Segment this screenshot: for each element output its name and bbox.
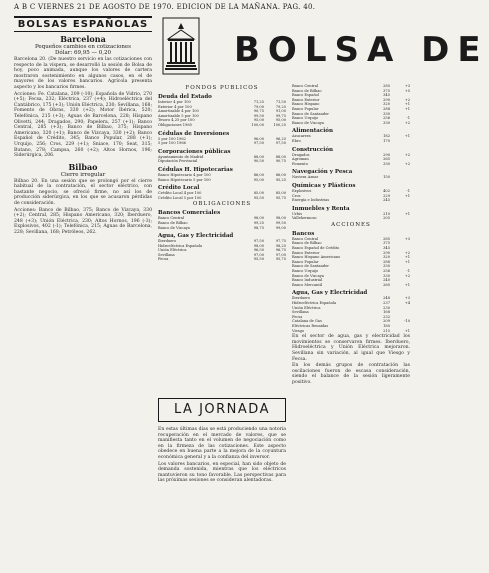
quote-value: 285: [383, 84, 390, 88]
quote-value: 230: [383, 305, 390, 310]
quote-name: Banco Hipotecario 5 por 100: [158, 177, 211, 182]
quote-name: Banco de Bilbao: [158, 220, 188, 225]
article-paragraph: Los valores bancarios, en especial, han sido objeto de demanda sostenida, mientras que los eléctricos mantuvieron su tono favorable. Las perspectivas para las próximas sesiones se consideran alentadoras.: [158, 461, 286, 484]
quote-value: 232: [383, 314, 390, 319]
article-paragraph: En estas últimas días se está produciendo una notoria recuperación en el mercado de valores, que se manifiesta tanto en el volumen de negociación como en la firmeza de las cotizaciones. Este aspecto obedece en buena parte a la mejora de la coyuntura económica general y a la confianza del inversor.: [158, 427, 286, 460]
quote-value: 90,75: [275, 159, 286, 164]
quote-value: 96,00: [253, 136, 264, 141]
quote-value: 248: [383, 296, 390, 301]
quote-row: [158, 226, 286, 231]
city-heading-bilbao: Bilbao: [68, 161, 98, 172]
quote-row: [292, 329, 410, 334]
quote-value: +1: [404, 211, 410, 216]
article-paragraph: Barcelona 20. (De nuestro servicio en las cotizaciones con respecto de la víspera, se desarrolló la sesión de Bolsa de hoy, poco animada, aunque los valores de cartera mostraron sostenimiento en algunos casos, en el de mayores de los valores bancarios. Agrícola presenta aspecto y los bancarios firmes.: [14, 57, 152, 90]
quote-value: -1: [406, 116, 410, 121]
column-heading: OBLIGACIONES: [192, 201, 252, 208]
quote-value: 209: [383, 319, 390, 324]
masthead-title: BOLSA DE: [234, 30, 489, 70]
quote-row: [158, 141, 286, 146]
quote-value: 330: [383, 273, 390, 278]
quote-name: Obligaciones 1965: [158, 122, 192, 127]
quote-value: 91,00: [275, 109, 286, 114]
quote-name: Viesgo: [292, 328, 305, 333]
quote-name: Crédito Local 5 por 100: [158, 195, 202, 200]
quote-value: 79,25: [275, 104, 286, 109]
quote-value: 330: [383, 111, 390, 116]
quote-value: 95,25: [275, 177, 286, 182]
barcelona-subtitle: Pequeños cambios en cotizaciones: [34, 44, 132, 50]
quote-value: +1: [404, 328, 410, 333]
quote-row: [292, 121, 410, 126]
quote-value: 98,00: [275, 216, 286, 221]
quote-value: +4: [404, 301, 410, 305]
quote-name: Sevillana: [292, 310, 309, 315]
quote-value: -10: [404, 319, 410, 324]
quote-name: Sevillana: [158, 252, 175, 257]
quote-name: Crédito Local 4 por 100: [158, 191, 202, 196]
quote-value: +3: [404, 84, 410, 88]
quote-name: Azucarera: [292, 134, 311, 139]
quote-name: Eléctricas Reunidas: [292, 323, 329, 328]
quote-value: 95,50: [253, 257, 264, 262]
quote-row: [292, 283, 410, 288]
quote-value: 71,25: [253, 100, 264, 104]
quote-value: 98,00: [253, 243, 264, 248]
quote-value: +1: [404, 193, 410, 198]
quote-name: Vallehermoso: [292, 216, 317, 221]
quote-name: Fecsa: [292, 314, 303, 319]
article-paragraph: Acciones: Fe. Catalana, 209 (-10); Española de Vidrio, 270 (+5); Fecsa, 232; Eléctrica, 237 (+4); Hidroeléctrica del Cantábrico, 175 (+3); Unión Eléctrica, 230; Sevillana, 168; Fomento de Obras, 330 (+2); Motor Ibérica, 520; Telefónica, 215 (+3); Aguas de Barcelona, 228; Hispano Olivetti, 244; Dragados, 290; Papelera, 257 (+1); Banco Central, 285 (+3); Banco de Bilbao, 375; Hispano Americano, 320 (+1); Banco de Vizcaya, 330 (+2); Banco Español de Crédito, 345; Banco Popular, 288 (+1); Urquijo, 256; Cros, 229 (+1); Sniace, 170; Seat, 315; Butano, 278; Campsa, 260 (+2); Altos Hornos, 196; Siderúrgica, 206.: [14, 91, 152, 159]
quote-name: Banco Urquijo: [292, 116, 319, 121]
quote-value: 100,25: [273, 122, 286, 127]
quote-value: 99,75: [275, 113, 286, 118]
column-heading: FONDOS PUBLICOS: [185, 85, 259, 91]
quote-value: 256: [383, 116, 390, 121]
quote-value: +2: [404, 161, 410, 166]
group-title: Navegación y Pesca: [292, 169, 353, 176]
quote-value: -1: [406, 188, 410, 193]
article-paragraph: En los demás grupos de contratación las oscilaciones fueron de escasa consideración, siendo el balance de la sesión ligeramente positivo.: [292, 363, 410, 385]
quote-value: 90,75: [253, 109, 264, 114]
quote-name: Banco Hipotecario 4 por 100: [158, 172, 211, 177]
quote-name: Banco Exterior: [292, 97, 320, 102]
quote-name: Diputación Provincial: [158, 159, 198, 164]
quote-value: 99,50: [275, 220, 286, 225]
quote-value: +3: [404, 296, 410, 301]
quote-name: Hidroeléctrica Española: [158, 243, 203, 248]
bilbao-subtitle: Cierre irregular: [60, 171, 106, 178]
quote-name: Fomento: [292, 161, 308, 166]
quote-value: 320: [383, 102, 390, 107]
quote-value: +2: [404, 273, 410, 278]
quote-value: 330: [383, 264, 390, 269]
quote-value: 180: [383, 323, 390, 328]
section-title: BOLSAS ESPAÑOLAS: [14, 16, 152, 32]
bolsa-masthead: [158, 15, 489, 78]
quote-value: 205: [383, 216, 390, 221]
barcelona-dollar-line: Dólar: 69,95 — 0,20: [55, 50, 111, 56]
city-heading-barcelona: Barcelona: [60, 34, 106, 44]
quote-name: Unión Eléctrica: [158, 248, 187, 253]
quote-name: Banco de Vizcaya: [292, 273, 324, 278]
quote-value: 290: [383, 152, 390, 157]
quote-value: 375: [383, 88, 390, 93]
quote-value: 95,75: [275, 195, 286, 200]
quote-value: 96,50: [253, 248, 264, 253]
quote-value: 229: [383, 193, 390, 198]
group-title: Bancos Comerciales: [158, 210, 221, 217]
quote-value: +1: [404, 102, 410, 107]
group-title: Químicas y Plásticos: [292, 182, 356, 189]
right-groups: [292, 84, 410, 221]
quote-name: Cros: [292, 193, 301, 198]
quote-value: 79,00: [253, 104, 264, 109]
quote-name: Dragados: [292, 152, 310, 157]
group-title: Inmuebles y Renta: [292, 205, 350, 212]
quote-value: 98,75: [253, 225, 264, 230]
quote-value: 98,25: [275, 243, 286, 248]
quote-value: 97,50: [275, 141, 286, 146]
quote-name: Banco de Santander: [292, 264, 329, 269]
acciones-column: [292, 84, 410, 572]
quote-value: 71,50: [275, 100, 286, 104]
quote-value: [390, 216, 410, 221]
quote-name: Banco de Bilbao: [292, 88, 322, 93]
quote-name: Banco Central: [158, 216, 185, 221]
group-title: Cédulas H. Hipotecarias: [158, 166, 233, 173]
quote-row: [158, 196, 286, 201]
la-jornada-box: LA JORNADA: [158, 398, 286, 422]
quote-value: 182: [383, 134, 390, 139]
quote-name: Exterior 4 por 100: [158, 104, 192, 109]
quote-value: 95,75: [275, 257, 286, 262]
quote-value: 290: [383, 97, 390, 102]
quote-row: [292, 198, 410, 203]
group-title: Deuda del Estado: [158, 94, 212, 100]
quote-value: [390, 198, 410, 203]
quote-name: Unión Eléctrica: [292, 305, 321, 310]
quote-name: Ayuntamiento de Madrid: [158, 154, 204, 159]
quote-value: +2: [404, 120, 410, 125]
quote-value: 260: [383, 282, 390, 287]
quote-value: 210: [383, 211, 390, 216]
quote-value: 256: [383, 269, 390, 274]
quote-value: 330: [383, 161, 390, 166]
quote-name: 5 por 100 1966: [158, 141, 186, 146]
quote-value: 88,00: [275, 154, 286, 159]
quote-value: +1: [404, 282, 410, 287]
quote-value: +2: [404, 97, 410, 102]
quote-row: [158, 257, 286, 262]
quote-value: 245: [383, 198, 390, 203]
quote-value: 237: [383, 301, 390, 305]
quote-name: Banco Central: [292, 236, 319, 241]
quote-value: 375: [383, 241, 390, 246]
quote-name: Banco Mercantil: [292, 282, 323, 287]
quote-value: 168: [383, 310, 390, 315]
quote-value: 288: [383, 106, 390, 111]
quote-value: +1: [404, 259, 410, 264]
quote-value: +1: [404, 106, 410, 111]
quote-value: 96,25: [275, 136, 286, 141]
group-title: Agua, Gas y Electricidad: [292, 290, 368, 297]
quote-value: 345: [383, 246, 390, 251]
quote-value: 85,00: [275, 191, 286, 196]
quote-value: 97,75: [275, 239, 286, 244]
quote-name: Banco Español de Crédito: [292, 246, 340, 251]
mid-groups2: [158, 210, 286, 262]
quote-value: 86,00: [253, 172, 264, 177]
quote-value: 100,00: [251, 122, 264, 127]
quote-name: Banco Hispano: [292, 102, 320, 107]
group-title: Agua, Gas y Electricidad: [158, 233, 234, 240]
quote-name: Banco de Bilbao: [292, 241, 322, 246]
quote-value: 95,50: [253, 195, 264, 200]
quote-value: +1: [404, 134, 410, 139]
quote-value: 88,00: [253, 154, 264, 159]
quote-value: 170: [383, 138, 390, 143]
quote-name: Tesoro 4,25 por 100: [158, 118, 195, 123]
quote-name: Iberduero: [158, 239, 177, 244]
quote-name: Amortizable 4 por 100: [158, 109, 199, 114]
quote-value: [390, 175, 410, 180]
quote-row: [158, 159, 286, 164]
quote-value: 330: [383, 120, 390, 125]
quote-value: 402: [383, 188, 390, 193]
quote-name: Banco Español: [292, 93, 319, 98]
stock-exchange-building-icon: [162, 17, 200, 75]
quote-value: 95,00: [253, 118, 264, 123]
quote-value: +1: [404, 255, 410, 260]
quote-value: 99,00: [275, 225, 286, 230]
quote-value: 95,00: [275, 118, 286, 123]
page-header: A B C VIERNES 21 DE AGOSTO DE 1970. EDICION DE LA MAÑANA. PAG. 40.: [14, 3, 316, 11]
quote-name: Catalana de Gas: [292, 319, 322, 324]
quote-value: +2: [404, 152, 410, 157]
quote-value: 265: [383, 157, 390, 162]
quote-row: [158, 178, 286, 183]
quote-value: 98,00: [253, 216, 264, 221]
quote-value: +3: [404, 236, 410, 241]
quote-name: Explosivos: [292, 188, 312, 193]
quote-name: Banco Popular: [292, 106, 319, 111]
quote-value: 95,00: [253, 177, 264, 182]
quote-value: [390, 139, 410, 144]
quote-name: Banco Industrial: [292, 278, 323, 283]
quote-name: Banco Exterior: [292, 250, 320, 255]
quote-name: Hidroeléctrica Española: [292, 301, 337, 305]
quote-value: 85,00: [253, 191, 264, 196]
group-title: Cédulas de Inversiones: [158, 130, 230, 137]
quote-row: [292, 175, 410, 180]
quote-value: 97,50: [253, 239, 264, 244]
article-paragraph: En el sector de agua, gas y electricidad los movimientos se conservaron firmes. Iberduero, Hidroeléctrica y Unión Eléctrica mejoraron. Sevillana sin variación, al igual que Viesgo y Fecsa.: [292, 334, 410, 362]
quote-value: 97,50: [253, 141, 264, 146]
quote-name: Fecsa: [158, 257, 169, 262]
quote-value: 285: [383, 236, 390, 241]
column-heading: ACCIONES: [331, 221, 371, 228]
quote-value: 345: [383, 93, 390, 98]
article-paragraph: Bilbao 20. En una sesión que se prolongó por el cierre habitual de la contratación, el sector eléctrico, con bastante negocio, se ofreció firme, no así los de producción siderúrgica, en los que se acusaron pérdidas de consideración.: [14, 178, 152, 207]
quote-value: 99,25: [253, 220, 264, 225]
quote-name: Iberduero: [292, 296, 311, 301]
quote-row: [292, 162, 410, 167]
group-title: Alimentación: [292, 128, 333, 135]
mid-groups: [158, 94, 286, 200]
quote-row: [292, 216, 410, 221]
quote-name: Banco de Santander: [292, 111, 329, 116]
quote-value: 86,00: [275, 172, 286, 177]
quote-name: Urbis: [292, 211, 303, 216]
group-title: Bancos: [292, 230, 315, 237]
article-paragraph: Acciones: Banco de Bilbao, 375; Banco de Vizcaya, 330 (+2); Central, 285; Hispano Americano, 320; Iberduero, 248 (+3); Unión Eléctrica, 230; Altos Hornos, 196 (-3); Explosivos, 402 (-1); Telefónica, 215; Aguas de Barcelona, 228; Sevillana, 168; Petróleos, 262.: [14, 207, 152, 236]
la-jornada-text: [158, 426, 286, 566]
quote-name: Banco Central: [292, 84, 319, 88]
quote-name: Naviera Aznar: [292, 175, 319, 180]
quote-name: Ebro: [292, 138, 301, 143]
bolsas-espanolas-column: [14, 16, 152, 566]
quote-name: Interior 4 por 100: [158, 100, 191, 104]
quote-name: Banco Popular: [292, 259, 319, 264]
quote-name: Amortizable 5 por 100: [158, 113, 199, 118]
quote-value: 90,50: [253, 159, 264, 164]
right-groups2: [292, 231, 410, 333]
quote-name: Energía e Industrias: [292, 198, 330, 203]
quote-value: 288: [383, 259, 390, 264]
quote-value: 215: [383, 328, 390, 333]
fondos-publicos-column: [158, 84, 286, 394]
quote-value: 99,50: [253, 113, 264, 118]
group-title: Corporaciones públicas: [158, 148, 231, 155]
quote-value: +2: [404, 250, 410, 255]
quote-value: 96,75: [275, 248, 286, 253]
group-title: Construcción: [292, 146, 334, 153]
group-title: Crédito Local: [158, 185, 200, 192]
quote-value: -1: [406, 269, 410, 274]
quote-row: [292, 139, 410, 144]
quote-name: Banco Hispano Americano: [292, 255, 341, 260]
quote-name: Banco de Vizcaya: [292, 120, 324, 125]
quote-value: 150: [383, 175, 390, 180]
quote-name: Agroman: [292, 157, 309, 162]
quote-name: 5 por 100 1962: [158, 136, 186, 141]
quote-value: +5: [404, 88, 410, 93]
quote-value: 240: [383, 278, 390, 283]
quote-name: Banco Urquijo: [292, 269, 319, 274]
quote-value: 290: [383, 250, 390, 255]
quote-value: 320: [383, 255, 390, 260]
quote-row: [158, 123, 286, 128]
quote-value: 97,00: [275, 252, 286, 257]
quote-name: Banco de Vizcaya: [158, 225, 190, 230]
quote-value: 97,00: [253, 252, 264, 257]
